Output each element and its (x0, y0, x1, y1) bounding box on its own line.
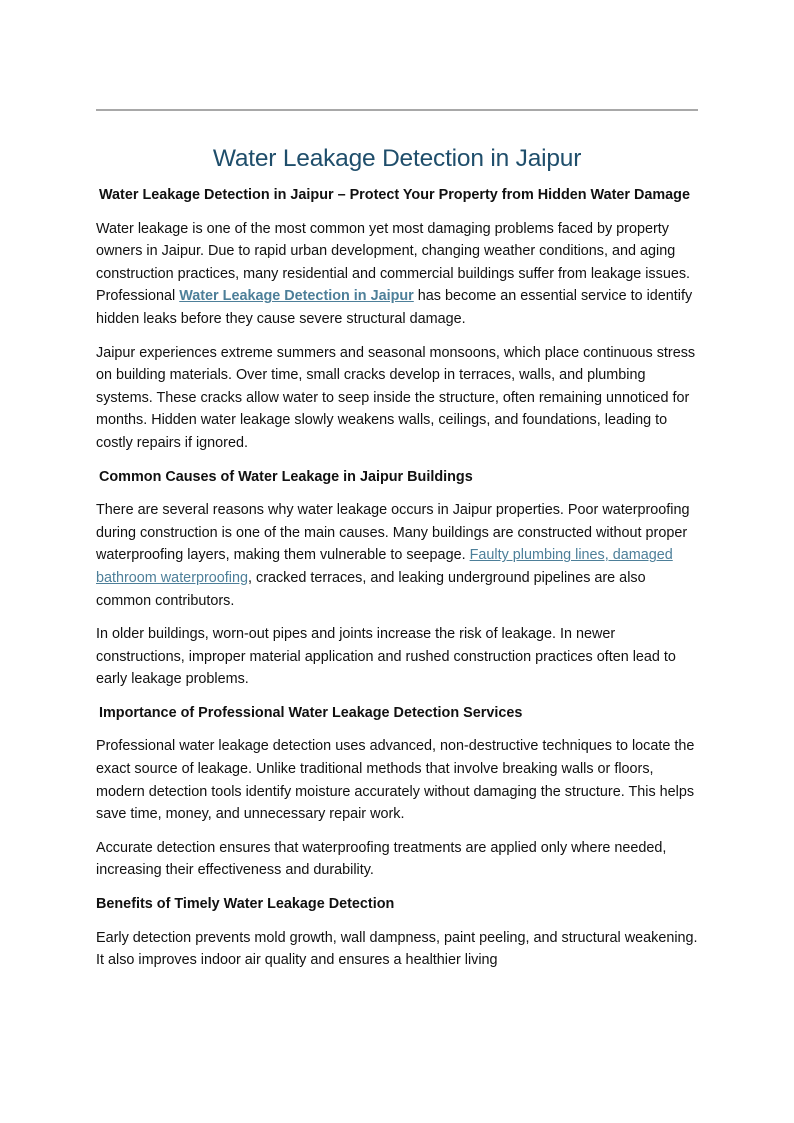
paragraph-causes-text-before: There are several reasons why water leakage occurs in Jaipur properties. Poor waterproofing during construction is one of the main causes. Many buildings are constructed without proper waterproofing layers, making them vulnerable to seepage. (96, 502, 690, 564)
paragraph-accurate-detection: Accurate detection ensures that waterproofing treatments are applied only where needed, increasing their effectiveness and durability. (96, 839, 667, 879)
paragraph-climate: Jaipur experiences extreme summers and seasonal monsoons, which place continuous stress on building materials. Over time, small cracks develop in terraces, walls, and plumbing systems. These cracks allow water to seep inside the structure, often remaining unnoticed for months. Hidden water leakage slowly weakens walls, ceilings, and foundations, leading to costly repairs if ignored. (96, 344, 696, 451)
importance-heading: Importance of Professional Water Leakage Detection Services (99, 704, 523, 721)
paragraph-causes-text-after: , cracked terraces, and leaking underground pipelines are also common contributors. (96, 569, 646, 609)
paragraph-intro-text-after: has become an essential service to identify hidden leaks before they cause severe structural damage. (96, 288, 693, 327)
paragraph-intro (96, 218, 702, 331)
paragraph-early-detection: Early detection prevents mold growth, wall dampness, paint peeling, and structural weakening. It also improves indoor air quality and ensures a healthier living (96, 929, 698, 969)
paragraph-older-buildings: In older buildings, worn-out pipes and joints increase the risk of leakage. In newer constructions, improper material application and rushed construction practices often lead to early leakage problems. (96, 626, 676, 688)
page-title: Water Leakage Detection in Jaipur (212, 145, 582, 172)
paragraph-professional-detection: Professional water leakage detection uses advanced, non-destructive techniques to locate the exact source of leakage. Unlike traditional methods that involve breaking walls or floors, modern detection tools identify moisture accurately without damaging the structure. This helps save time, money, and unnecessary repair work. (96, 738, 695, 823)
top-divider (96, 109, 698, 111)
intro-heading: Water Leakage Detection in Jaipur – Protect Your Property from Hidden Water Damage (99, 187, 690, 203)
document-body (96, 184, 702, 983)
benefits-heading: Benefits of Timely Water Leakage Detection (96, 896, 395, 913)
paragraph-intro-text-before: Water leakage is one of the most common yet most damaging problems faced by property owners in Jaipur. Due to rapid urban development, changing weather conditions, and aging construction practices, many residential and commercial buildings suffer from leakage issues. Professional (96, 220, 691, 305)
causes-heading: Common Causes of Water Leakage in Jaipur Buildings (99, 468, 473, 485)
paragraph-causes (96, 499, 702, 612)
water-leakage-detection-link[interactable]: Water Leakage Detection in Jaipur (179, 288, 414, 305)
plumbing-waterproofing-link[interactable]: Faulty plumbing lines, damaged bathroom waterproofing (96, 547, 673, 586)
